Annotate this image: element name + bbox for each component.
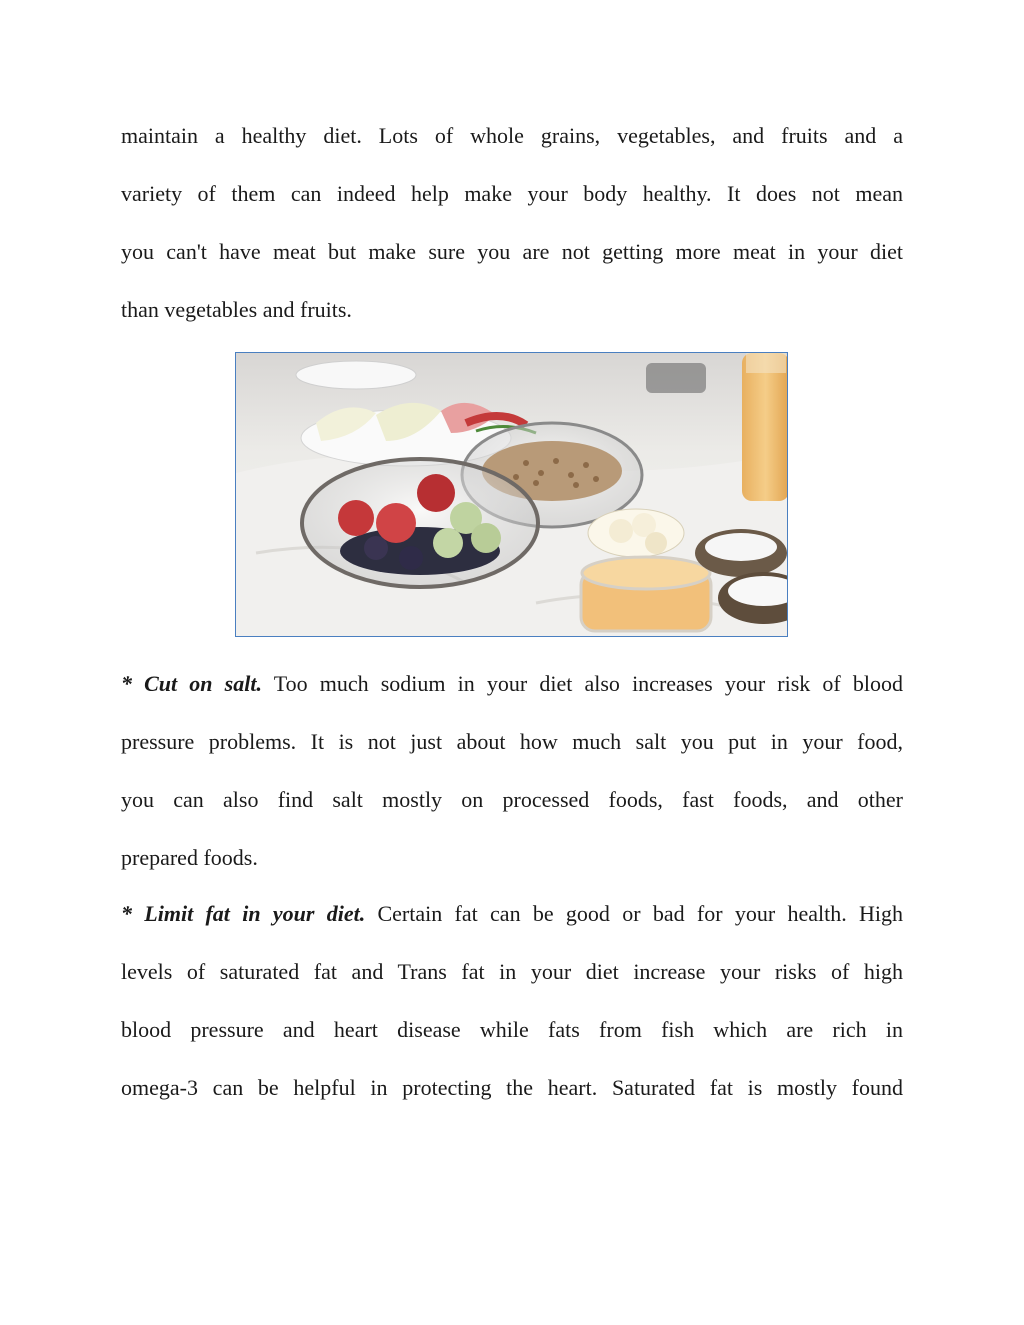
food-photo-illustration <box>236 353 788 637</box>
text-line: than vegetables and fruits. <box>121 297 352 322</box>
text-fragment: Certain fat can be good or bad for your health. High <box>365 901 903 926</box>
salt-heading: * Cut on salt. <box>121 671 262 696</box>
fat-heading: * Limit fat in your diet. <box>121 901 366 926</box>
text-line: prepared foods. <box>121 845 258 870</box>
text-line: omega-3 can be helpful in protecting the heart. Saturated fat is mostly found <box>121 1075 903 1100</box>
paragraph-cut-on-salt <box>121 655 903 887</box>
text-line: pressure problems. It is not just about how much salt you put in your food, <box>121 729 903 754</box>
text-line: variety of them can indeed help make your body healthy. It does not mean <box>121 181 903 206</box>
food-photo-image <box>235 352 788 637</box>
paragraph-limit-fat <box>121 885 903 1117</box>
text-line: levels of saturated fat and Trans fat in your diet increase your risks of high <box>121 959 903 984</box>
text-line: you can also find salt mostly on processed foods, fast foods, and other <box>121 787 903 812</box>
text-line: maintain a healthy diet. Lots of whole grains, vegetables, and fruits and a <box>121 123 903 148</box>
text-line <box>121 885 903 943</box>
text-line: you can't have meat but make sure you are not getting more meat in your diet <box>121 239 903 264</box>
paragraph-healthy-diet <box>121 107 903 339</box>
text-line: blood pressure and heart disease while fats from fish which are rich in <box>121 1017 903 1042</box>
text-fragment: Too much sodium in your diet also increases your risk of blood <box>261 671 903 696</box>
text-line <box>121 655 903 713</box>
